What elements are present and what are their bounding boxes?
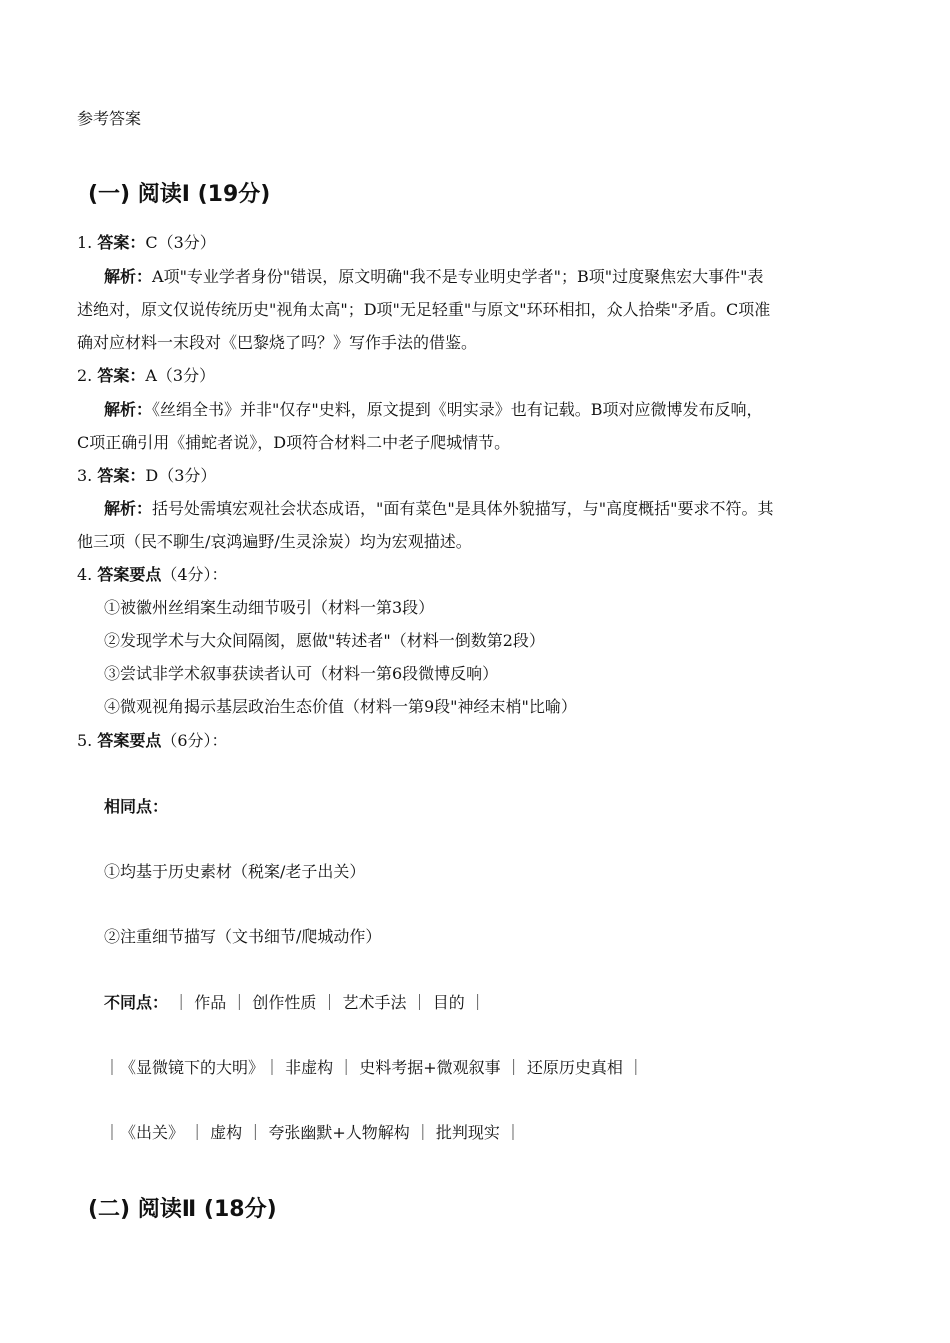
q2-explanation-line-1: [104, 399, 763, 421]
q4-point-3: ③尝试非学术叙事获读者认可（材料一第6段微博反响）: [104, 664, 499, 683]
q1-answer-line: [77, 232, 216, 254]
q4-answer-value: （4分）：: [161, 565, 228, 584]
q3-explanation-label: 解析：: [104, 499, 153, 518]
q5-diff-row-1: ｜《显微镜下的大明》｜ 非虚构 ｜ 史料考据+微观叙事 ｜ 还原历史真相 ｜: [104, 1058, 644, 1077]
q4-point-2: ②发现学术与大众间隔阂，愿做"转述者"（材料一倒数第2段）: [104, 631, 545, 650]
q3-answer-label: 答案：: [97, 466, 146, 485]
document-label: 参考答案: [77, 109, 142, 128]
q3-answer-line: [77, 465, 216, 487]
q1-explanation-label: 解析：: [104, 267, 153, 286]
section-1-heading: (一) 阅读Ⅰ (19分): [88, 182, 271, 207]
q5-same-point-2: ②注重细节描写（文书细节/爬城动作）: [104, 927, 382, 946]
q5-diff-row-2: ｜《出关》 ｜ 虚构 ｜ 夸张幽默+人物解构 ｜ 批判现实 ｜: [104, 1123, 522, 1142]
q1-answer-label: 答案：: [97, 233, 146, 252]
q5-same-label: 相同点：: [104, 797, 169, 816]
q2-explanation-text-1: 《丝绢全书》并非"仅存"史料，原文提到《明实录》也有记载。B项对应微博发布反响，: [152, 400, 763, 419]
q2-answer-value: A（3分）: [145, 366, 216, 385]
q4-answer-label: 答案要点: [97, 565, 162, 584]
q4-answer-line: [77, 564, 228, 586]
q5-diff-header: ｜ 作品 ｜ 创作性质 ｜ 艺术手法 ｜ 目的 ｜: [173, 993, 486, 1012]
q4-number: 4.: [77, 565, 93, 584]
q5-same-point-1: ①均基于历史素材（税案/老子出关）: [104, 862, 366, 881]
q5-answer-value: （6分）：: [161, 731, 228, 750]
q3-answer-value: D（3分）: [145, 466, 217, 485]
q2-answer-line: [77, 365, 215, 387]
q3-explanation-line-2: 他三项（民不聊生/哀鸿遍野/生灵涂炭）均为宏观描述。: [77, 532, 472, 551]
q1-explanation-line-2: 述绝对，原文仅说传统历史"视角太高"；D项"无足轻重"与原文"环环相扣，众人拾柴"矛盾。C项准: [77, 300, 771, 319]
q5-answer-label: 答案要点: [97, 731, 162, 750]
q5-answer-line: [77, 730, 228, 752]
q3-explanation-text-1: 括号处需填宏观社会状态成语，"面有菜色"是具体外貌描写，与"高度概括"要求不符。其: [152, 499, 774, 518]
q5-diff-header-line: [104, 992, 486, 1014]
q1-number: 1.: [77, 233, 93, 252]
section-2-heading: (二) 阅读Ⅱ (18分): [88, 1197, 277, 1222]
q4-point-1: ①被徽州丝绢案生动细节吸引（材料一第3段）: [104, 598, 435, 617]
q1-explanation-text-1: A项"专业学者身份"错误，原文明确"我不是专业明史学者"；B项"过度聚焦宏大事件"表: [152, 267, 764, 286]
q5-number: 5.: [77, 731, 93, 750]
q2-explanation-line-2: C项正确引用《捕蛇者说》，D项符合材料二中老子爬城情节。: [77, 433, 511, 452]
q2-number: 2.: [77, 366, 93, 385]
q3-explanation-line-1: [104, 498, 773, 520]
q1-explanation-line-1: [104, 266, 764, 288]
q5-diff-label: 不同点：: [104, 993, 169, 1012]
q2-explanation-label: 解析：: [104, 400, 153, 419]
q3-number: 3.: [77, 466, 93, 485]
q2-answer-label: 答案：: [97, 366, 146, 385]
q1-answer-value: C（3分）: [145, 233, 216, 252]
q4-point-4: ④微观视角揭示基层政治生态价值（材料一第9段"神经末梢"比喻）: [104, 697, 577, 716]
q1-explanation-line-3: 确对应材料一末段对《巴黎烧了吗？》写作手法的借鉴。: [77, 333, 478, 352]
